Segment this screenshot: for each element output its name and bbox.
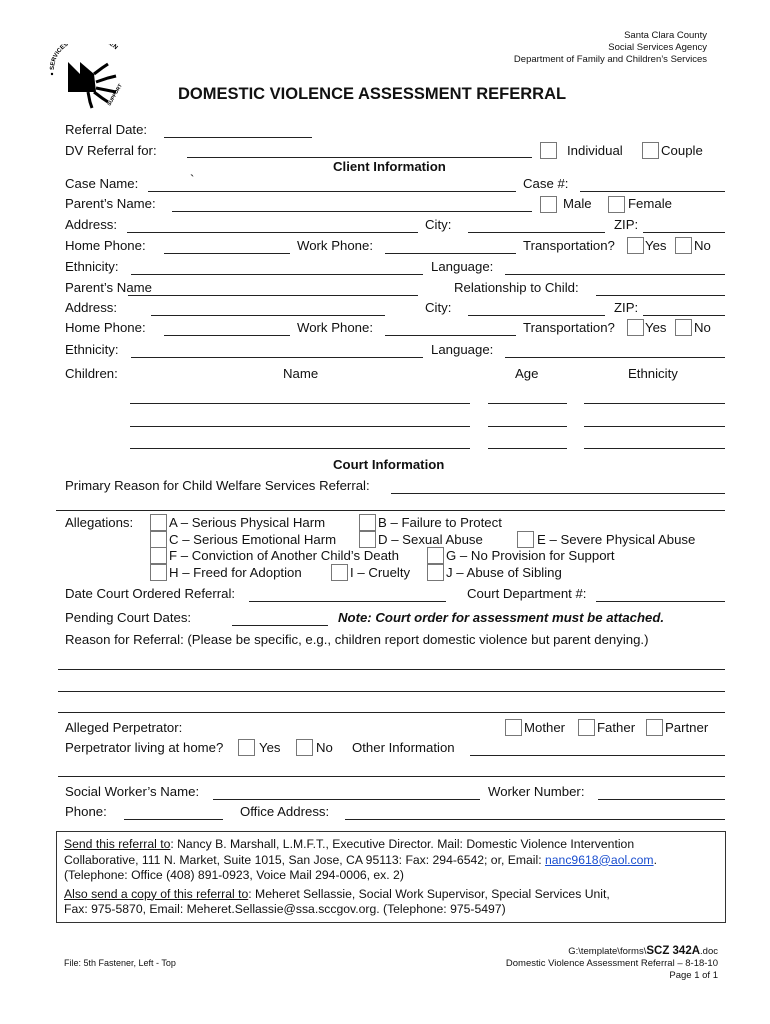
transport-no-label: No — [694, 238, 711, 253]
footer-form-name: Domestic Violence Assessment Referral – 8-18-10 — [505, 958, 718, 969]
reason-line-2[interactable] — [58, 691, 725, 692]
address-label: Address: — [65, 217, 118, 232]
address2-field[interactable] — [151, 315, 385, 316]
male-checkbox[interactable] — [540, 196, 557, 213]
parent-name-field[interactable] — [172, 211, 532, 212]
child-1-ethnicity-field[interactable] — [584, 403, 725, 404]
send-address: Collaborative, 111 N. Market, Suite 1015, San Jose, CA 95113: Fax: 294-6542; or, Email: — [64, 852, 545, 867]
send-period: . — [653, 852, 657, 867]
child-2-age-field[interactable] — [488, 426, 567, 427]
zip-label: ZIP: — [614, 217, 639, 232]
partner-label: Partner — [665, 720, 709, 735]
dv-referral-field[interactable] — [187, 157, 532, 158]
worker-phone-field[interactable] — [124, 819, 223, 820]
female-checkbox[interactable] — [608, 196, 625, 213]
allegation-g-checkbox[interactable] — [427, 547, 444, 564]
ethnicity2-field[interactable] — [131, 357, 423, 358]
language2-field[interactable] — [505, 357, 725, 358]
child-3-name-field[interactable] — [130, 448, 470, 449]
agency-logo — [46, 44, 141, 117]
office-address-field[interactable] — [345, 819, 725, 820]
send-line-1 — [57, 832, 725, 853]
allegation-d-checkbox[interactable] — [359, 531, 376, 548]
worker-number-field[interactable] — [598, 799, 725, 800]
allegation-e-checkbox[interactable] — [517, 531, 534, 548]
child-1-age-field[interactable] — [488, 403, 567, 404]
parent-name2-field[interactable] — [128, 295, 418, 296]
send-instructions-box — [56, 831, 726, 923]
child-2-ethnicity-field[interactable] — [584, 426, 725, 427]
footer-page: Page 1 of 1 — [669, 970, 718, 981]
worker-phone-label: Phone: — [65, 804, 107, 819]
case-name-field[interactable] — [148, 191, 516, 192]
allegation-h-checkbox[interactable] — [150, 564, 167, 581]
send-line-2 — [57, 853, 725, 869]
stray-mark: ` — [190, 172, 195, 187]
children-ethnicity-header: Ethnicity — [628, 366, 678, 381]
living-no-checkbox[interactable] — [296, 739, 313, 756]
mother-checkbox[interactable] — [505, 719, 522, 736]
work-phone2-field[interactable] — [385, 335, 516, 336]
parent-name-label: Parent’s Name: — [65, 196, 156, 211]
client-info-heading: Client Information — [333, 159, 446, 174]
allegations-label: Allegations: — [65, 515, 134, 530]
send-recipient: : Nancy B. Marshall, L.M.F.T., Executive Director. Mail: Domestic Violence Intervention — [170, 837, 635, 851]
zip-field[interactable] — [643, 232, 725, 233]
allegation-h-label: H – Freed for Adoption — [169, 565, 302, 580]
referral-date-label: Referral Date: — [65, 122, 148, 137]
transport-no-checkbox[interactable] — [675, 237, 692, 254]
allegation-a-checkbox[interactable] — [150, 514, 167, 531]
agency-header — [514, 30, 707, 66]
city2-label: City: — [425, 300, 452, 315]
language-label: Language: — [431, 259, 494, 274]
transport-yes-label: Yes — [645, 238, 667, 253]
alleged-perpetrator-label: Alleged Perpetrator: — [65, 720, 183, 735]
other-info-label: Other Information — [352, 740, 455, 755]
individual-label: Individual — [567, 143, 623, 158]
court-order-note: Note: Court order for assessment must be attached. — [338, 610, 665, 625]
footer-path-prefix: G:\template\forms\ — [568, 946, 647, 957]
social-worker-name-field[interactable] — [213, 799, 480, 800]
female-label: Female — [628, 196, 672, 211]
also-send-label: Also send a copy of this referral to — [64, 886, 249, 901]
referral-date-field[interactable] — [164, 137, 312, 138]
transport-yes-checkbox[interactable] — [627, 237, 644, 254]
footer-file-note: File: 5th Fastener, Left - Top — [64, 958, 176, 968]
allegation-c-label: C – Serious Emotional Harm — [169, 532, 337, 547]
footer-info — [506, 945, 718, 982]
child-3-ethnicity-field[interactable] — [584, 448, 725, 449]
ethnicity-field[interactable] — [131, 274, 423, 275]
home-phone-label: Home Phone: — [65, 238, 146, 253]
male-label: Male — [563, 196, 592, 211]
living-yes-checkbox[interactable] — [238, 739, 255, 756]
case-number-field[interactable] — [580, 191, 725, 192]
send-label: Send this referral to — [64, 837, 171, 851]
transport2-yes-label: Yes — [645, 320, 667, 335]
father-label: Father — [597, 720, 636, 735]
court-info-heading: Court Information — [333, 457, 445, 472]
work-phone2-label: Work Phone: — [297, 320, 373, 335]
parent-name2-label: Parent’s Name — [65, 280, 152, 295]
allegation-j-label: J – Abuse of Sibling — [446, 565, 562, 580]
allegation-g-label: G – No Provision for Support — [446, 548, 615, 563]
case-name-label: Case Name: — [65, 176, 139, 191]
footer-form-number: SCZ 342A — [646, 945, 701, 957]
children-name-header: Name — [283, 366, 319, 381]
city-field[interactable] — [468, 232, 605, 233]
office-address-label: Office Address: — [240, 804, 330, 819]
court-department-field[interactable] — [596, 601, 725, 602]
child-3-age-field[interactable] — [488, 448, 567, 449]
couple-label: Couple — [661, 143, 703, 158]
individual-checkbox[interactable] — [540, 142, 557, 159]
date-ordered-field[interactable] — [249, 601, 446, 602]
child-1-name-field[interactable] — [130, 403, 470, 404]
home-phone2-field[interactable] — [164, 335, 290, 336]
mother-label: Mother — [524, 720, 566, 735]
form-title: DOMESTIC VIOLENCE ASSESSMENT REFERRAL — [178, 85, 567, 103]
section-divider — [56, 510, 725, 511]
child-2-name-field[interactable] — [130, 426, 470, 427]
date-ordered-label: Date Court Ordered Referral: — [65, 586, 236, 601]
transport2-no-label: No — [694, 320, 711, 335]
children-age-header: Age — [515, 366, 539, 381]
allegation-i-label: I – Cruelty — [350, 565, 411, 580]
department-name: Department of Family and Children’s Services — [513, 54, 707, 65]
children-label: Children: — [65, 366, 118, 381]
pending-dates-label: Pending Court Dates: — [65, 610, 192, 625]
allegation-j-checkbox[interactable] — [427, 564, 444, 581]
transport2-no-checkbox[interactable] — [675, 319, 692, 336]
living-yes-label: Yes — [259, 740, 281, 755]
zip2-field[interactable] — [643, 315, 725, 316]
also-send-line-2: Fax: 975-5870, Email: Meheret.Sellassie@ssa.sccgov.org. (Telephone: 975-5497) — [64, 902, 506, 916]
primary-reason-label: Primary Reason for Child Welfare Services Referral: — [65, 478, 370, 493]
language2-label: Language: — [431, 342, 494, 357]
address2-label: Address: — [65, 300, 118, 315]
also-send-line-1 — [57, 884, 725, 903]
language-field[interactable] — [505, 274, 725, 275]
zip2-label: ZIP: — [614, 300, 639, 315]
reason-line-1[interactable] — [58, 669, 725, 670]
allegation-e-label: E – Severe Physical Abuse — [537, 532, 696, 547]
allegation-f-checkbox[interactable] — [150, 547, 167, 564]
allegation-b-label: B – Failure to Protect — [378, 515, 502, 530]
perpetrator-divider — [58, 776, 725, 777]
city-label: City: — [425, 217, 452, 232]
allegation-i-checkbox[interactable] — [331, 564, 348, 581]
city2-field[interactable] — [468, 315, 605, 316]
social-worker-name-label: Social Worker’s Name: — [65, 784, 200, 799]
allegation-c-checkbox[interactable] — [150, 531, 167, 548]
other-info-field[interactable] — [470, 755, 725, 756]
relationship-field[interactable] — [596, 295, 725, 296]
transportation-label: Transportation? — [523, 238, 615, 253]
court-department-label: Court Department #: — [467, 586, 587, 601]
living-no-label: No — [316, 740, 333, 755]
svg-text:SERVICES SELF-SUFFICIENCY: SERVICES EN — [49, 44, 119, 71]
partner-checkbox[interactable] — [646, 719, 663, 736]
footer-path-suffix: .doc — [700, 946, 718, 957]
reason-label: Reason for Referral: (Please be specific, e.g., children report domestic violence but parent denying.) — [65, 632, 649, 647]
reason-line-3[interactable] — [58, 712, 725, 713]
worker-number-label: Worker Number: — [488, 784, 585, 799]
footer-path — [506, 945, 718, 958]
also-send-recipient: : Meheret Sellassie, Social Work Supervisor, Special Services Unit, — [248, 886, 610, 901]
address-field[interactable] — [127, 232, 418, 233]
couple-checkbox[interactable] — [642, 142, 659, 159]
transportation2-label: Transportation? — [523, 320, 615, 335]
dv-referral-label: DV Referral for: — [65, 143, 157, 158]
relationship-label: Relationship to Child: — [454, 280, 579, 295]
ethnicity2-label: Ethnicity: — [65, 342, 119, 357]
allegation-d-label: D – Sexual Abuse — [378, 532, 483, 547]
work-phone-label: Work Phone: — [297, 238, 373, 253]
agency-name: Social Services Agency — [608, 42, 707, 53]
home-phone-field[interactable] — [164, 253, 290, 254]
primary-reason-field[interactable] — [391, 493, 725, 494]
transport2-yes-checkbox[interactable] — [627, 319, 644, 336]
svg-text:SUPPORT: SUPPORT — [106, 83, 124, 107]
county-name: Santa Clara County — [624, 30, 707, 41]
send-telephone: (Telephone: Office (408) 891-0923, Voice Mail 294-0006, ex. 2) — [64, 868, 404, 882]
allegation-b-checkbox[interactable] — [359, 514, 376, 531]
home-phone2-label: Home Phone: — [65, 320, 146, 335]
send-email-link[interactable]: nanc9618@aol.com — [545, 852, 654, 867]
ethnicity-label: Ethnicity: — [65, 259, 119, 274]
work-phone-field[interactable] — [385, 253, 516, 254]
allegation-f-label: F – Conviction of Another Child’s Death — [169, 548, 399, 563]
case-number-label: Case #: — [523, 176, 569, 191]
father-checkbox[interactable] — [578, 719, 595, 736]
pending-dates-field[interactable] — [232, 625, 328, 626]
perpetrator-living-label: Perpetrator living at home? — [65, 740, 224, 755]
allegation-a-label: A – Serious Physical Harm — [169, 515, 326, 530]
